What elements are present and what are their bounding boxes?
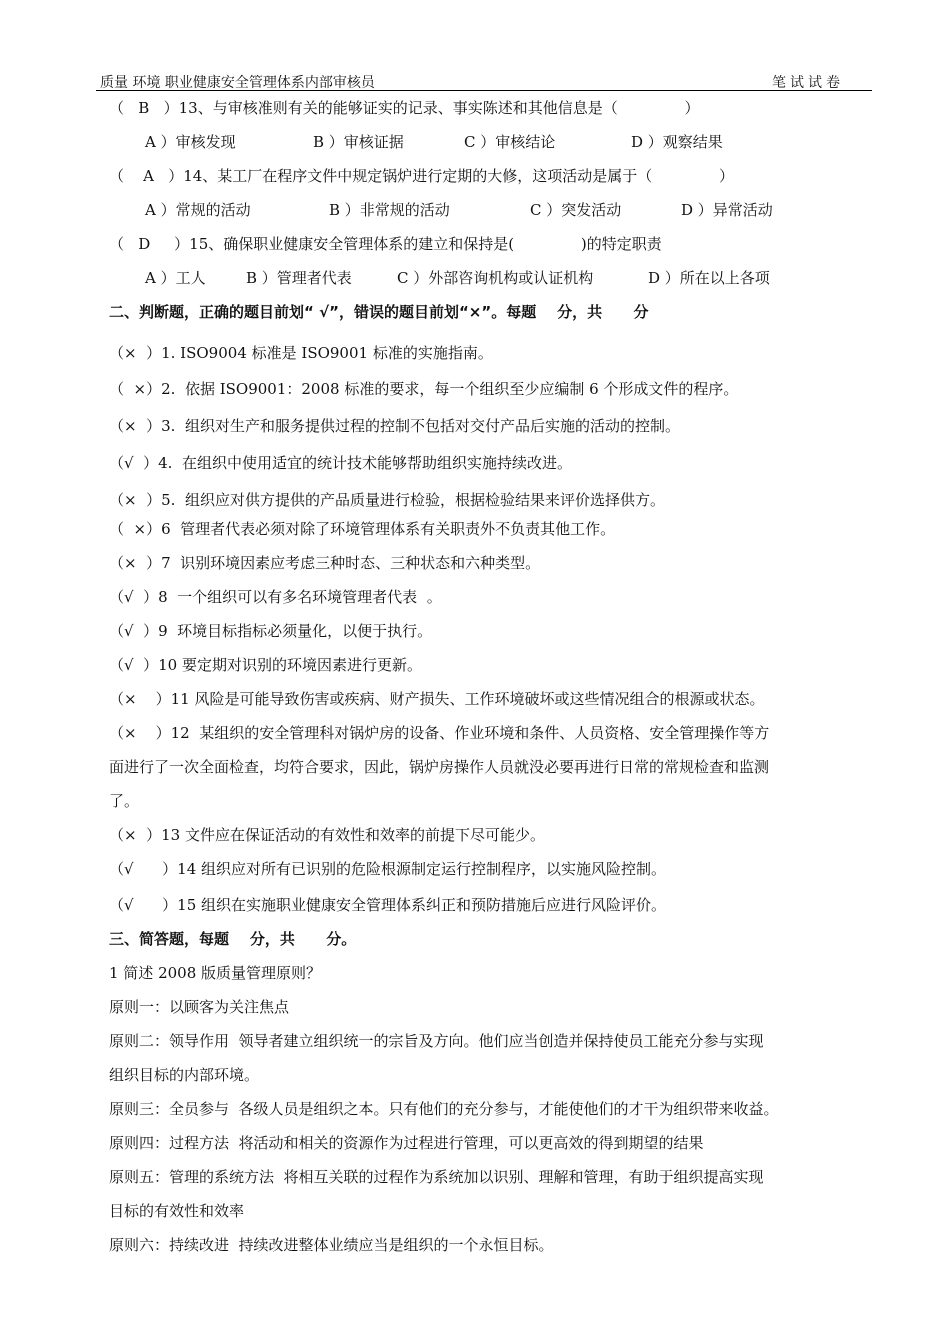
q13-option-a: A ）审核发现 (145, 133, 236, 151)
q14-option-c: C ）突发活动 (530, 201, 622, 219)
sa-principle-2-cont: 组织目标的内部环境。 (109, 1066, 260, 1084)
sa-principle-1: 原则一：以顾客为关注焦点 (109, 998, 290, 1016)
tf-item-12-cont-2: 了。 (109, 792, 140, 810)
sa-question-1: 1 简述 2008 版质量管理原则？ (109, 964, 322, 982)
tf-item-12: （× ）12 某组织的安全管理科对锅炉房的设备、作业环境和条件、人员资格、安全管理操作等方 (109, 724, 770, 742)
tf-item-15: （√ ）15 组织在实施职业健康安全管理体系纠正和预防措施后应进行风险评价。 (109, 896, 667, 914)
tf-item-13: （× ）13 文件应在保证活动的有效性和效率的前提下尽可能少。 (109, 826, 545, 844)
question-15-stem: （ D ）15、确保职业健康安全管理体系的建立和保持是( )的特定职责 (109, 235, 662, 253)
sa-principle-6: 原则六：持续改进 持续改进整体业绩应当是组织的一个永恒目标。 (109, 1236, 554, 1254)
header-doc-type: 笔试试卷 (772, 75, 844, 91)
q15-option-d: D ）所在以上各项 (648, 269, 770, 287)
sa-principle-4: 原则四：过程方法 将活动和相关的资源作为过程进行管理，可以更高效的得到期望的结果 (109, 1134, 704, 1152)
q13-option-b: B ）审核证据 (313, 133, 404, 151)
tf-item-5: （× ）5. 组织应对供方提供的产品质量进行检验，根据检验结果来评价选择供方。 (109, 491, 665, 509)
q15-option-a: A ）工人 (145, 269, 206, 287)
tf-item-10: （√ ）10 要定期对识别的环境因素进行更新。 (109, 656, 422, 674)
tf-item-12-cont-1: 面进行了一次全面检查，均符合要求，因此，锅炉房操作人员就没必要再进行日常的常规检查和监测 (109, 758, 770, 776)
sa-principle-5: 原则五：管理的系统方法 将相互关联的过程作为系统加以识别、理解和管理，有助于组织提高实现 (109, 1168, 764, 1186)
tf-item-14: （√ ）14 组织应对所有已识别的危险根源制定运行控制程序，以实施风险控制。 (109, 860, 667, 878)
short-answer-heading: 三、简答题，每题 分，共 分。 (109, 930, 357, 948)
tf-item-4: （√ ）4. 在组织中使用适宜的统计技术能够帮助组织实施持续改进。 (109, 454, 572, 472)
sa-principle-3: 原则三：全员参与 各级人员是组织之本。只有他们的充分参与，才能使他们的才干为组织带来收益。 (109, 1100, 779, 1118)
q13-option-d: D ）观察结果 (631, 133, 723, 151)
question-14-stem: （ A ）14、某工厂在程序文件中规定锅炉进行定期的大修，这项活动是属于（ ） (109, 167, 735, 185)
tf-item-9: （√ ）9 环境目标指标必须量化，以便于执行。 (109, 622, 433, 640)
q15-option-b: B ）管理者代表 (246, 269, 352, 287)
true-false-heading: 二、判断题，正确的题目前划“ √”，错误的题目前划“×”。每题 分，共 分 (109, 303, 649, 321)
tf-item-3: （× ）3. 组织对生产和服务提供过程的控制不包括对交付产品后实施的活动的控制。 (109, 417, 680, 435)
tf-item-6: （ ×）6 管理者代表必须对除了环境管理体系有关职责外不负责其他工作。 (109, 520, 616, 538)
q15-option-c: C ）外部咨询机构或认证机构 (397, 269, 594, 287)
tf-item-1: （× ）1. ISO9004 标准是 ISO9001 标准的实施指南。 (109, 344, 493, 362)
tf-item-11: （× ）11 风险是可能导致伤害或疾病、财产损失、工作环境破坏或这些情况组合的根源或状态。 (109, 690, 765, 708)
question-13-stem: （ B ）13、与审核准则有关的能够证实的记录、事实陈述和其他信息是（ ） (109, 99, 700, 117)
q14-option-d: D ）异常活动 (681, 201, 773, 219)
q13-option-c: C ）审核结论 (464, 133, 556, 151)
page-header (96, 72, 868, 92)
q14-option-a: A ）常规的活动 (145, 201, 251, 219)
tf-item-7: （× ）7 识别环境因素应考虑三种时态、三种状态和六种类型。 (109, 554, 541, 572)
header-title: 质量 环境 职业健康安全管理体系内部审核员 (100, 75, 375, 91)
header-rule (96, 90, 872, 91)
q14-option-b: B ）非常规的活动 (329, 201, 450, 219)
tf-item-2: （ ×）2. 依据 ISO9001：2008 标准的要求，每一个组织至少应编制 6 个形成文件的程序。 (109, 380, 739, 398)
tf-item-8: （√ ）8 一个组织可以有多名环境管理者代表 。 (109, 588, 442, 606)
sa-principle-2: 原则二：领导作用 领导者建立组织统一的宗旨及方向。他们应当创造并保持使员工能充分参与实现 (109, 1032, 764, 1050)
sa-principle-5-cont: 目标的有效性和效率 (109, 1202, 245, 1220)
